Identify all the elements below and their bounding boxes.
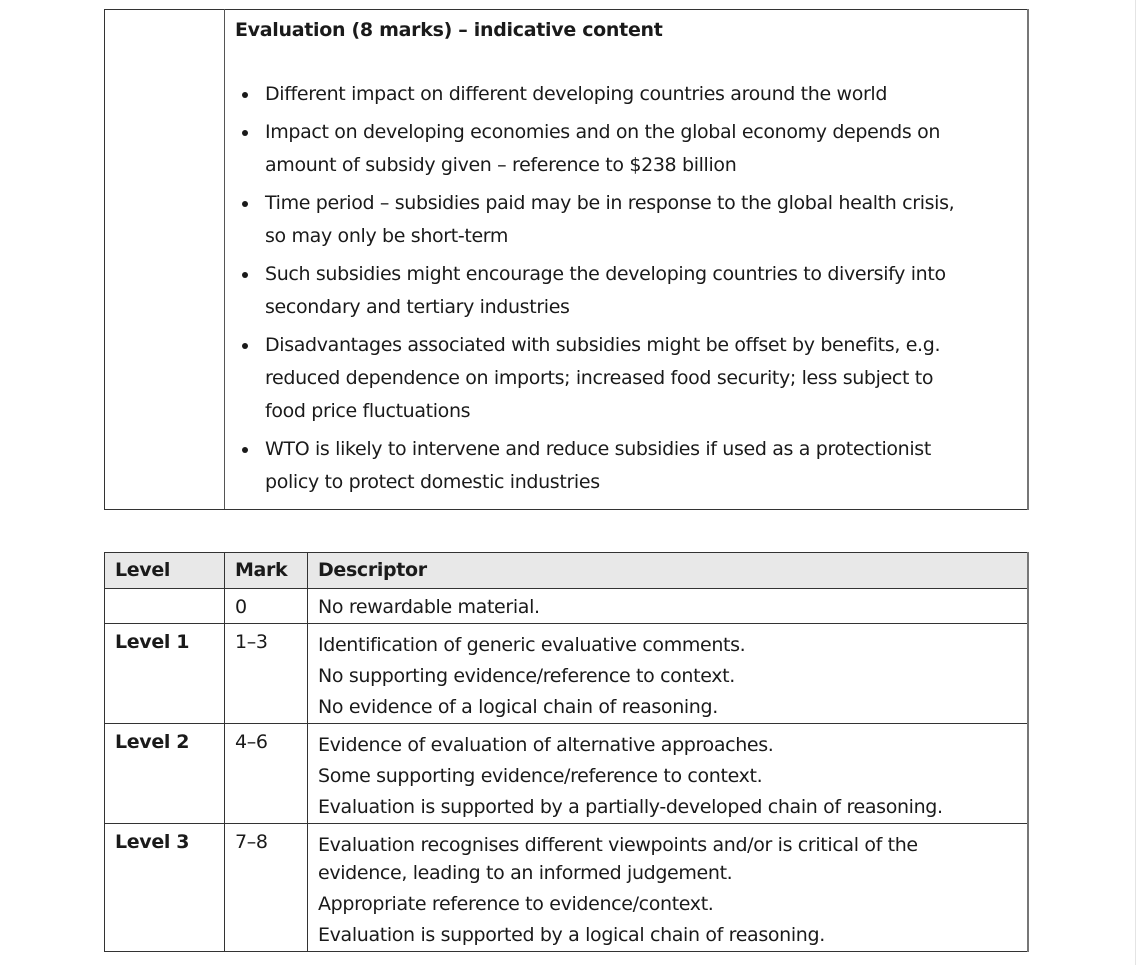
descriptor-line: Evaluation is supported by a partially-developed chain of reasoning. [318,796,943,818]
level-cell: Level 3 [105,824,225,952]
descriptor-cell [308,624,1029,724]
descriptor-cell [308,589,1029,624]
descriptor-line: No supporting evidence/reference to context. [318,665,735,687]
indicative-content-table [104,9,1029,510]
bullet-text-line: amount of subsidy given – reference to $238 billion [265,154,737,176]
indicative-content-list [235,78,1017,499]
descriptor-cell [308,724,1029,824]
bullet-text-line: food price fluctuations [265,400,471,422]
bullet-text-line: secondary and tertiary industries [265,296,570,318]
table-row [105,589,1029,624]
mark-cell: 4–6 [225,724,308,824]
indicative-content-title: Evaluation (8 marks) – indicative content [235,19,663,41]
bullet-text-line: Time period – subsidies paid may be in response to the global health crisis, [265,192,955,214]
descriptor-line: Some supporting evidence/reference to context. [318,765,763,787]
mark-cell: 1–3 [225,624,308,724]
bullet-icon [242,130,248,136]
header-mark: Mark [225,553,308,589]
header-descriptor: Descriptor [308,553,1029,589]
table-header-row [105,553,1029,589]
descriptor-line: Evaluation recognises different viewpoints and/or is critical of the [318,834,918,856]
descriptor-line: Appropriate reference to evidence/context. [318,893,714,915]
bullet-text-line: Impact on developing economies and on the global economy depends on [265,121,941,143]
list-item [235,433,1017,499]
bullet-text-line: Disadvantages associated with subsidies might be offset by benefits, e.g. [265,334,941,356]
levels-mark-scheme-table [104,552,1029,952]
descriptor-line: No rewardable material. [318,596,540,618]
list-item [235,329,1017,428]
list-item [235,78,1017,111]
descriptor-cell [308,824,1029,952]
descriptor-line: Identification of generic evaluative comments. [318,634,746,656]
bullet-icon [242,92,248,98]
bullet-icon [242,343,248,349]
level-cell: Level 1 [105,624,225,724]
mark-cell: 0 [225,589,308,624]
descriptor-line: Evaluation is supported by a logical chain of reasoning. [318,924,825,946]
bullet-text-line: Different impact on different developing countries around the world [265,83,888,105]
page-edge-divider [1135,0,1136,965]
header-level: Level [105,553,225,589]
table-row [105,824,1029,952]
indicative-content-cell [225,10,1029,510]
bullet-text-line: reduced dependence on imports; increased food security; less subject to [265,367,934,389]
level-cell: Level 2 [105,724,225,824]
list-item [235,187,1017,253]
descriptor-line: Evidence of evaluation of alternative approaches. [318,734,774,756]
table-row [105,724,1029,824]
bullet-icon [242,201,248,207]
list-item [235,258,1017,324]
mark-cell: 7–8 [225,824,308,952]
bullet-text-line: so may only be short-term [265,225,509,247]
level-cell [105,589,225,624]
question-number-cell [105,10,225,510]
list-item [235,116,1017,182]
table-row [105,624,1029,724]
descriptor-line: evidence, leading to an informed judgement. [318,862,733,884]
bullet-icon [242,272,248,278]
bullet-text-line: Such subsidies might encourage the developing countries to diversify into [265,263,946,285]
bullet-text-line: policy to protect domestic industries [265,471,600,493]
bullet-icon [242,447,248,453]
descriptor-line: No evidence of a logical chain of reasoning. [318,696,718,718]
bullet-text-line: WTO is likely to intervene and reduce subsidies if used as a protectionist [265,438,931,460]
